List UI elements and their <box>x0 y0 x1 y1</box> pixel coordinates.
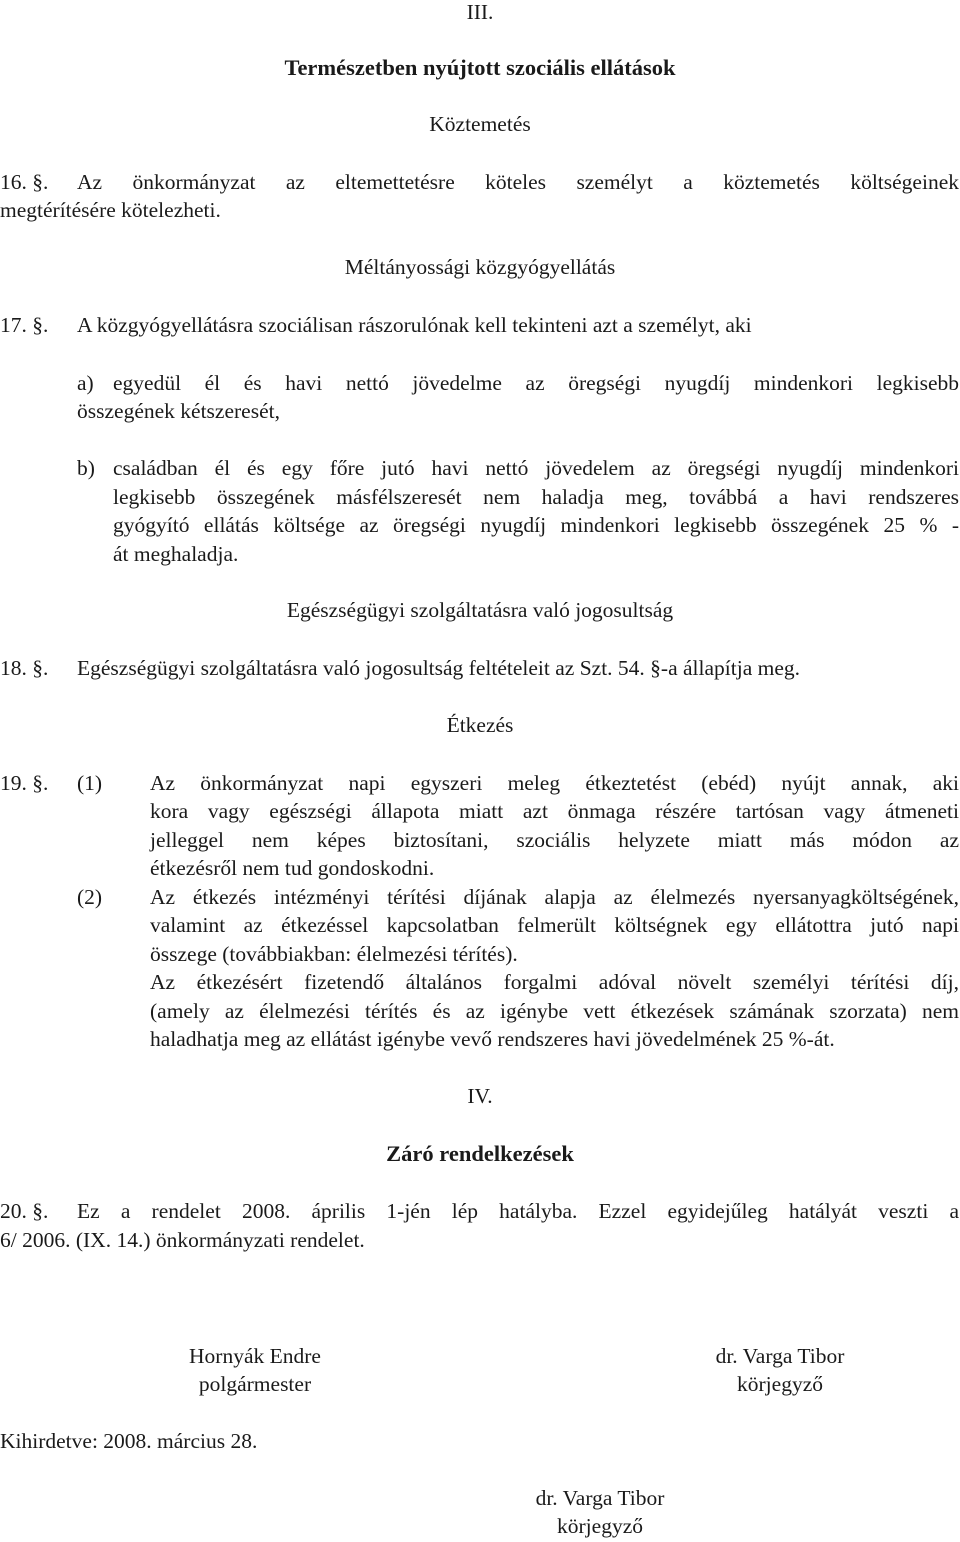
chapter-title: Záró rendelkezések <box>386 1141 574 1166</box>
paragraph-line: Az étkezésért fizetendő általános forgalmi adóval növelt személyi térítési díj, <box>150 970 959 994</box>
paragraph-line: A közgyógyellátásra szociálisan rászorulónak kell tekinteni azt a személyt, aki <box>77 313 752 337</box>
signatory-title: körjegyző <box>557 1514 643 1538</box>
chapter-number: III. <box>466 0 494 24</box>
list-item-line: családban él és egy főre jutó havi nettó jövedelem az öregségi nyugdíj mindenkori <box>113 456 959 480</box>
section-number: 18. §. <box>0 656 49 680</box>
section-heading: Étkezés <box>446 713 514 737</box>
signature-block-notary <box>650 1342 910 1398</box>
paragraph-line: Az önkormányzat az eltemettetésre köteles személyt a köztemetés költségeinek <box>77 170 959 194</box>
list-item-line: legkisebb összegének másfélszeresét nem haladja meg, továbbá a havi rendszeres <box>113 485 959 509</box>
section-heading: Köztemetés <box>429 112 531 136</box>
announcement-date: Kihirdetve: 2008. március 28. <box>0 1429 258 1453</box>
signatory-name: Hornyák Endre <box>189 1344 321 1368</box>
list-item-line: gyógyító ellátás költsége az öregségi nyugdíj mindenkori legkisebb összegének 25 % - <box>113 513 959 537</box>
signature-block-notary-announcement <box>470 1484 730 1540</box>
signatory-title: körjegyző <box>737 1372 823 1396</box>
section-number: 20. §. <box>0 1199 49 1223</box>
paragraph-line: összege (továbbiakban: élelmezési térítés). <box>150 942 518 966</box>
chapter-title: Természetben nyújtott szociális ellátások <box>284 55 676 80</box>
signatory-name: dr. Varga Tibor <box>715 1344 845 1368</box>
paragraph-line: Az önkormányzat napi egyszeri meleg étkeztetést (ebéd) nyújt annak, aki <box>150 771 959 795</box>
paragraph-line: Egészségügyi szolgáltatásra való jogosultság feltételeit az Szt. 54. §-a állapítja meg. <box>77 656 801 680</box>
section-number: 17. §. <box>0 313 49 337</box>
paragraph-line: étkezésről nem tud gondoskodni. <box>150 856 435 880</box>
section-number: 16. §. <box>0 170 49 194</box>
paragraph-label: (2) <box>77 885 103 909</box>
paragraph-line: Ez a rendelet 2008. április 1-jén lép hatályba. Ezzel egyidejűleg hatályát veszti a <box>77 1199 959 1223</box>
signature-block-mayor <box>125 1342 385 1398</box>
signatory-name: dr. Varga Tibor <box>535 1486 665 1510</box>
paragraph-line: jelleggel nem képes biztosítani, szociális helyzete miatt más módon az <box>150 828 959 852</box>
section-heading: Egészségügyi szolgáltatásra való jogosultság <box>286 598 674 622</box>
chapter-number: IV. <box>467 1084 493 1108</box>
list-item-line: egyedül él és havi nettó jövedelme az öregségi nyugdíj mindenkori legkisebb <box>113 371 959 395</box>
section-number: 19. §. <box>0 771 49 795</box>
signatory-title: polgármester <box>198 1372 312 1396</box>
paragraph-line: megtérítésére kötelezheti. <box>0 198 221 222</box>
list-item-line: át meghaladja. <box>113 542 239 566</box>
paragraph-line: kora vagy egészségi állapota miatt azt önmaga részére tartósan vagy átmeneti <box>150 799 959 823</box>
paragraph-line: Az étkezés intézményi térítési díjának alapja az élelmezés nyersanyagköltségének, <box>150 885 959 909</box>
list-label: b) <box>77 456 95 480</box>
paragraph-line: valamint az étkezéssel kapcsolatban felmerült költségnek egy ellátottra jutó napi <box>150 913 959 937</box>
list-label: a) <box>77 371 94 395</box>
paragraph-line: (amely az élelmezési térítés és az igénybe vett étkezések számának szorzata) nem <box>150 999 959 1023</box>
section-heading: Méltányossági közgyógyellátás <box>344 255 616 279</box>
paragraph-line: 6/ 2006. (IX. 14.) önkormányzati rendelet. <box>0 1228 365 1252</box>
list-item-line: összegének kétszeresét, <box>77 399 280 423</box>
paragraph-label: (1) <box>77 771 103 795</box>
paragraph-line: haladhatja meg az ellátást igénybe vevő rendszeres havi jövedelmének 25 %-át. <box>150 1027 835 1051</box>
